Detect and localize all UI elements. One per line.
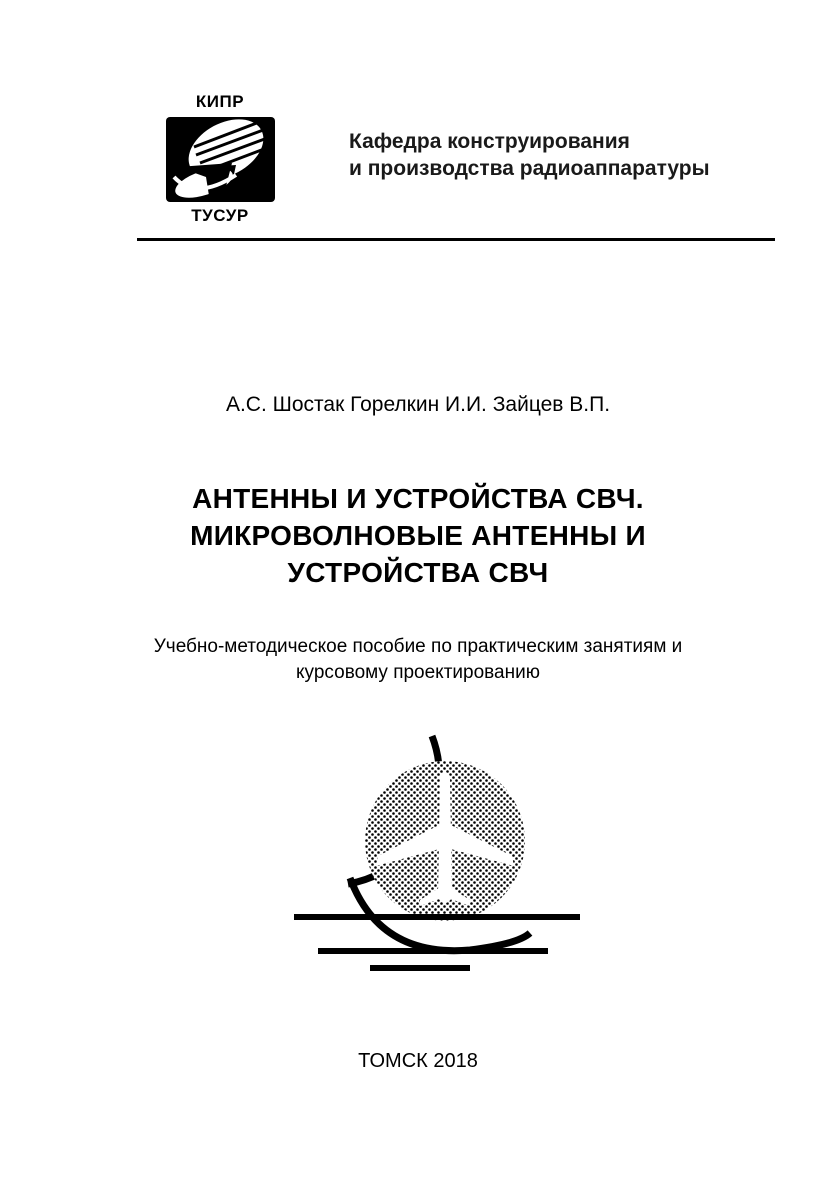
department-line-2: и производства радиоаппаратуры — [349, 157, 710, 180]
department-name — [349, 128, 710, 182]
authors: А.С. Шостак Горелкин И.И. Зайцев В.П. — [225, 393, 611, 416]
header-divider — [137, 238, 775, 241]
kipr-logo-icon — [166, 117, 275, 202]
subtitle — [0, 634, 836, 686]
city-year: ТОМСК 2018 — [358, 1050, 478, 1072]
subtitle-line-1: Учебно-методическое пособие по практическим занятиям и — [153, 636, 683, 657]
title-line-3: УСТРОЙСТВА СВЧ — [287, 557, 549, 588]
department-line-1: Кафедра конструирования — [349, 130, 630, 153]
page-title — [0, 480, 836, 591]
logo-bottom-label: ТУСУР — [191, 206, 249, 225]
airplane-radar-emblem-icon — [290, 728, 590, 978]
title-line-1: АНТЕННЫ И УСТРОЙСТВА СВЧ. — [192, 483, 644, 514]
subtitle-line-2: курсовому проектированию — [296, 662, 540, 683]
title-line-2: МИКРОВОЛНОВЫЕ АНТЕННЫ И — [190, 520, 646, 551]
logo-top-label: КИПР — [195, 92, 245, 111]
